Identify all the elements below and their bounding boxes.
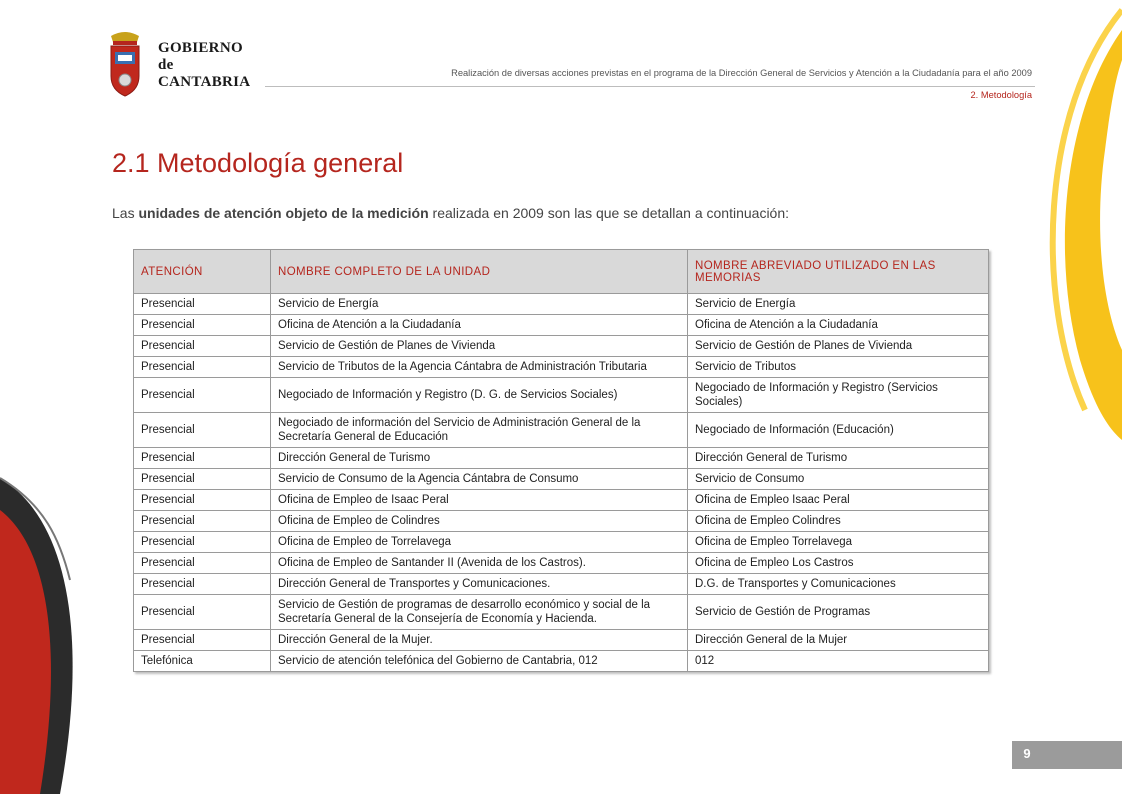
cell-nombre-completo: Negociado de información del Servicio de Administración General de la Secretaría General de Educación [271, 413, 688, 448]
section-label: 2. Metodología [970, 90, 1032, 100]
cell-nombre-completo: Negociado de Información y Registro (D. G. de Servicios Sociales) [271, 378, 688, 413]
cell-nombre-completo: Servicio de Energía [271, 294, 688, 315]
cell-nombre-completo: Oficina de Atención a la Ciudadanía [271, 315, 688, 336]
cell-nombre-completo: Dirección General de Turismo [271, 448, 688, 469]
cell-nombre-abreviado: Dirección General de la Mujer [688, 630, 989, 651]
cell-nombre-completo: Oficina de Empleo de Torrelavega [271, 532, 688, 553]
cell-atencion: Telefónica [134, 651, 271, 672]
cell-nombre-abreviado: Oficina de Empleo Los Castros [688, 553, 989, 574]
table-row [134, 651, 989, 672]
table-row [134, 448, 989, 469]
table-row [134, 574, 989, 595]
cell-nombre-abreviado: Dirección General de Turismo [688, 448, 989, 469]
table-row [134, 630, 989, 651]
cell-atencion: Presencial [134, 469, 271, 490]
table-row [134, 511, 989, 532]
cell-nombre-completo: Servicio de Gestión de Planes de Vivienda [271, 336, 688, 357]
header-divider [265, 86, 1035, 87]
table-body [134, 294, 989, 672]
cell-atencion: Presencial [134, 413, 271, 448]
cell-atencion: Presencial [134, 595, 271, 630]
page-title: 2.1 Metodología general [112, 148, 404, 178]
column-header-atencion: ATENCIÓN [134, 250, 271, 294]
table-row [134, 357, 989, 378]
cell-nombre-abreviado: Oficina de Empleo Torrelavega [688, 532, 989, 553]
cell-nombre-completo: Servicio de Consumo de la Agencia Cántabra de Consumo [271, 469, 688, 490]
cell-atencion: Presencial [134, 357, 271, 378]
table-row [134, 532, 989, 553]
cell-atencion: Presencial [134, 553, 271, 574]
cell-atencion: Presencial [134, 315, 271, 336]
cell-nombre-abreviado: Negociado de Información y Registro (Servicios Sociales) [688, 378, 989, 413]
table-row [134, 378, 989, 413]
cell-atencion: Presencial [134, 511, 271, 532]
cell-nombre-completo: Oficina de Empleo de Santander II (Avenida de los Castros). [271, 553, 688, 574]
table-row [134, 595, 989, 630]
column-header-nombre-abreviado: NOMBRE ABREVIADO UTILIZADO EN LAS MEMORIAS [688, 250, 989, 294]
cell-atencion: Presencial [134, 378, 271, 413]
cell-nombre-completo: Dirección General de Transportes y Comunicaciones. [271, 574, 688, 595]
table-row [134, 413, 989, 448]
table-row [134, 469, 989, 490]
cell-nombre-completo: Oficina de Empleo de Isaac Peral [271, 490, 688, 511]
logo-line-3: CANTABRIA [158, 74, 251, 90]
intro-paragraph [112, 205, 789, 221]
intro-text-bold: unidades de atención objeto de la medición [138, 205, 429, 221]
cell-nombre-abreviado: D.G. de Transportes y Comunicaciones [688, 574, 989, 595]
cell-nombre-abreviado: Servicio de Energía [688, 294, 989, 315]
cell-nombre-abreviado: Negociado de Información (Educación) [688, 413, 989, 448]
logo-line-1: GOBIERNO [158, 40, 243, 56]
intro-text-after: realizada en 2009 son las que se detallan a continuación: [428, 205, 790, 221]
table-row [134, 294, 989, 315]
column-header-nombre-completo: NOMBRE COMPLETO DE LA UNIDAD [271, 250, 688, 294]
cell-nombre-completo: Servicio de Tributos de la Agencia Cántabra de Administración Tributaria [271, 357, 688, 378]
cell-nombre-abreviado: Servicio de Gestión de Planes de Vivienda [688, 336, 989, 357]
cell-atencion: Presencial [134, 336, 271, 357]
cell-nombre-abreviado: 012 [688, 651, 989, 672]
table-row [134, 553, 989, 574]
cell-atencion: Presencial [134, 448, 271, 469]
cell-atencion: Presencial [134, 490, 271, 511]
table-row [134, 315, 989, 336]
cell-nombre-completo: Servicio de Gestión de programas de desarrollo económico y social de la Secretaría General de la Consejería de Economía y Hacienda. [271, 595, 688, 630]
cell-atencion: Presencial [134, 574, 271, 595]
cell-atencion: Presencial [134, 630, 271, 651]
logo-line-2: de [158, 57, 174, 73]
cell-nombre-abreviado: Oficina de Empleo Isaac Peral [688, 490, 989, 511]
table-row [134, 490, 989, 511]
table-header-row [134, 250, 989, 294]
cell-nombre-abreviado: Oficina de Atención a la Ciudadanía [688, 315, 989, 336]
page-number: 9 [1023, 746, 1031, 761]
cell-nombre-abreviado: Servicio de Gestión de Programas [688, 595, 989, 630]
logo-wordmark [158, 40, 250, 91]
cell-atencion: Presencial [134, 294, 271, 315]
intro-text-before: Las [112, 205, 139, 221]
document-subtitle: Realización de diversas acciones previstas en el programa de la Dirección General de Servicios y Atención a la Ciudadanía para el año 2009 [451, 68, 1032, 78]
cell-nombre-completo: Dirección General de la Mujer. [271, 630, 688, 651]
cell-nombre-completo: Servicio de atención telefónica del Gobierno de Cantabria, 012 [271, 651, 688, 672]
cell-nombre-abreviado: Servicio de Consumo [688, 469, 989, 490]
cell-nombre-completo: Oficina de Empleo de Colindres [271, 511, 688, 532]
cell-atencion: Presencial [134, 532, 271, 553]
cell-nombre-abreviado: Servicio de Tributos [688, 357, 989, 378]
cell-nombre-abreviado: Oficina de Empleo Colindres [688, 511, 989, 532]
units-table [133, 249, 989, 672]
table-row [134, 336, 989, 357]
